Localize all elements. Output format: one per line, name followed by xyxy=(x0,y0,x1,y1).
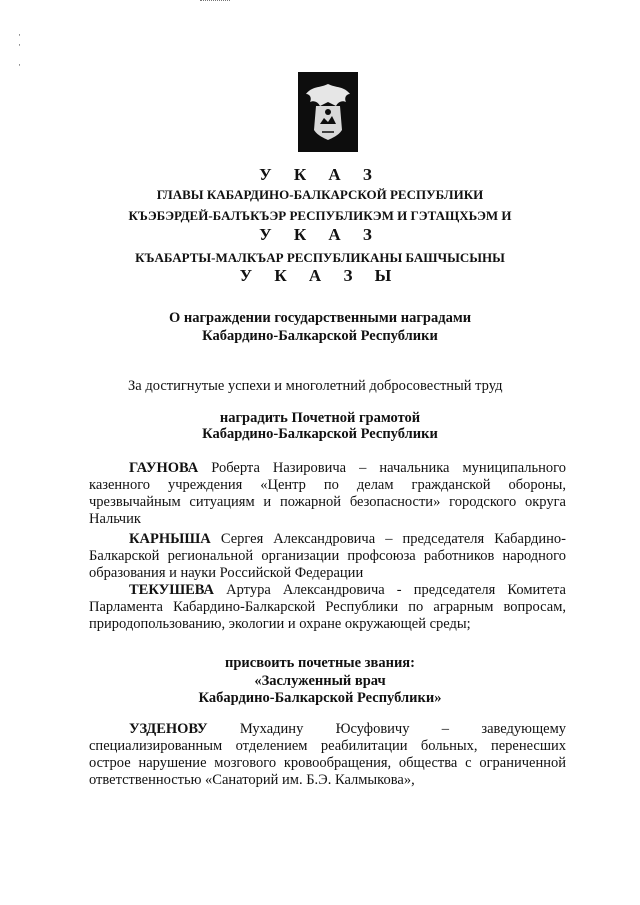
decree-issuer-kab: КЪЭБЭРДЕЙ-БАЛЪКЪЭР РЕСПУБЛИКЭМ И ГЭТАЩХЬЭМ И xyxy=(128,208,512,223)
section1-line1: наградить Почетной грамотой xyxy=(219,410,421,426)
awardee-name: УЗДЕНОВУ xyxy=(129,721,208,737)
decree-title-line2: Кабардино-Балкарской Республики xyxy=(202,328,438,344)
section2-line2: «Заслуженный врач xyxy=(254,673,386,689)
decree-heading-bal: У К А З Ы xyxy=(239,266,401,285)
section2-line1: присвоить почетные звания: xyxy=(225,655,415,671)
decree-issuer-bal: КЪАБАРТЫ-МАЛКЪАР РЕСПУБЛИКАНЫ БАШЧЫСЫНЫ xyxy=(135,250,505,265)
scan-mark xyxy=(200,0,230,4)
awardee-paragraph xyxy=(89,582,566,633)
decree-heading-kab: У К А З xyxy=(259,225,381,244)
awardee-details: Роберта Назировича – начальника муниципального казенного учреждения «Центр по делам гражданской обороны, чрезвычайным ситуациям и пожарной безопасности» городского округа Нальчик xyxy=(89,460,566,527)
awardee-paragraph xyxy=(89,531,566,582)
coat-of-arms-icon xyxy=(298,72,358,152)
awardee-paragraph xyxy=(89,460,566,528)
scan-speck: · · · xyxy=(18,30,21,70)
preamble-text: За достигнутые успехи и многолетний добросовестный труд xyxy=(128,378,503,394)
awardee-name: ГАУНОВА xyxy=(129,460,199,476)
decree-issuer-ru: ГЛАВЫ КАБАРДИНО-БАЛКАРСКОЙ РЕСПУБЛИКИ xyxy=(156,187,484,202)
awardee-details: Артура Александровича - председателя Комитета Парламента Кабардино-Балкарской Республики по аграрным вопросам, природопользованию, экологии и охране окружающей среды; xyxy=(89,582,566,632)
awardee-details: Мухадину Юсуфовичу – заведующему специализированным отделением реабилитации больных, перенесших острое нарушение мозгового кровообращения, общества с ограниченной ответственностью «Санаторий им. Б.Э. Калмыкова», xyxy=(89,721,567,788)
section1-line2: Кабардино-Балкарской Республики xyxy=(202,426,438,442)
decree-title-line1: О награждении государственными наградами xyxy=(168,310,472,326)
awardee-details: Сергея Александровича – председателя Кабардино-Балкарской региональной организации профсоюза работников народного образования и науки Российской Федерации xyxy=(89,531,566,581)
decree-heading-ru: У К А З xyxy=(259,165,381,184)
awardee-name: КАРНЫША xyxy=(129,531,211,547)
awardee-paragraph xyxy=(89,721,566,789)
awardee-name: ТЕКУШЕВА xyxy=(129,582,215,598)
section2-line3: Кабардино-Балкарской Республики» xyxy=(198,690,442,706)
